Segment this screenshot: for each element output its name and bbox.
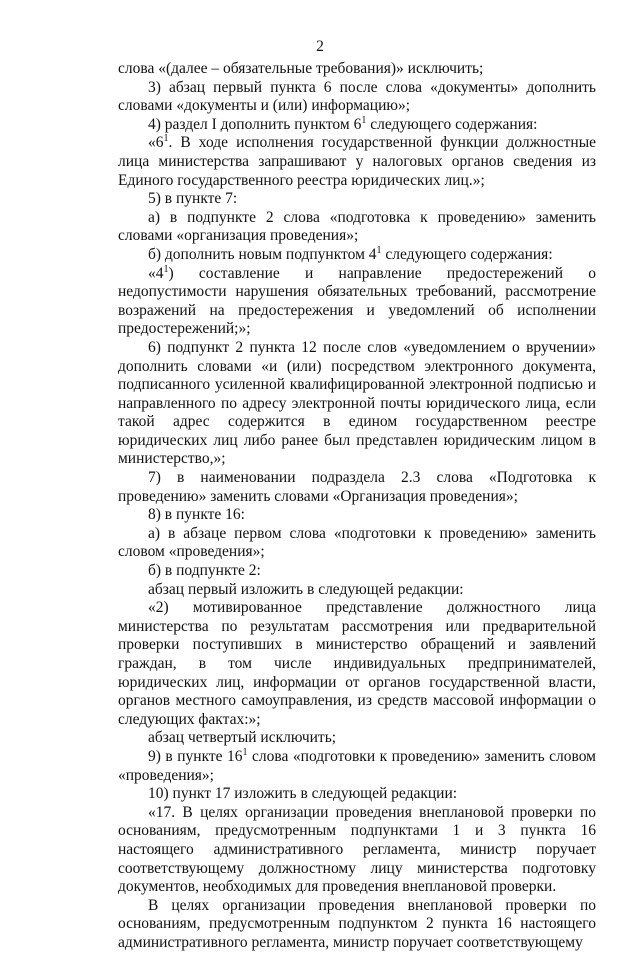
paragraph: 3) абзац первый пункта 6 после слова «документы» дополнить словами «документы и (или) информацию»; xyxy=(118,78,596,115)
paragraph: «$4^1$) составление и направление предостережений о недопустимости нарушения обязательных требований, рассмотрение возражений на предостережения и уведомлений об исполнении предостережений;»; xyxy=(118,263,596,338)
paragraph: 4) раздел I дополнить пунктом $6^1$ следующего содержания: xyxy=(148,114,538,133)
paragraph: б) в подпункте 2: xyxy=(148,562,261,580)
paragraph: «2) мотивированное представление должностного лица министерства по результатам рассмотрения или предварительной проверки поступивших в министерство обращений и заявлений граждан, в том числе индивидуальных предпринимателей, юридических лиц, информации от органов государственной власти, органов местного самоуправления, из средств массовой информации о следующих фактах:»; xyxy=(118,599,596,728)
paragraph: а) в абзаце первом слова «подготовки к проведению» заменить словом «проведения»; xyxy=(118,524,596,561)
paragraph: 10) пункт 17 изложить в следующей редакции: xyxy=(148,785,458,803)
paragraph: «17. В целях организации проведения внеплановой проверки по основаниям, предусмотренным подпунктами 1 и 3 пункта 16 настоящего административного регламента, министр поручает соответствующему должностному лицу министерства подготовку документов, необходимых для проведения внеплановой проверки. xyxy=(118,803,596,896)
paragraph: слова «(далее – обязательные требования)» исключить; xyxy=(118,60,484,77)
document-body xyxy=(118,60,596,953)
paragraph: 6) подпункт 2 пункта 12 после слов «уведомлением о вручении» дополнить словами «и (или) посредством электронного документа, подписанного усиленной квалифицированной электронной подписью и направленного по адресу электронной почты юридического лица, если такой адрес содержится в едином государственном реестре юридических лиц либо ранее был представлен юридическим лицом в министерство,»; xyxy=(118,338,596,468)
paragraph: а) в подпункте 2 слова «подготовка к проведению» заменить словами «организация проведения»; xyxy=(118,208,596,245)
paragraph: 5) в пункте 7: xyxy=(148,190,238,208)
paragraph: В целях организации проведения внеплановой проверки по основаниям, предусмотренным подпунктом 2 пункта 16 настоящего административного регламента, министр поручает соответствующему xyxy=(118,896,596,951)
paragraph: 7) в наименовании подраздела 2.3 слова «Подготовка к проведению» заменить словами «Организация проведения»; xyxy=(118,469,596,505)
page-number: 2 xyxy=(316,38,324,55)
paragraph: абзац четвертый исключить; xyxy=(148,729,337,747)
paragraph: абзац первый изложить в следующей редакции: xyxy=(148,580,464,598)
paragraph: б) дополнить новым подпунктом $4^1$ следующего содержания: xyxy=(148,244,553,263)
paragraph: 9) в пункте $16^1$ слова «подготовки к проведению» заменить словом «проведения»; xyxy=(118,746,596,784)
paragraph: «$6^1$. В ходе исполнения государственной функции должностные лица министерства запрашивают у налоговых органов сведения из Единого государственного реестра юридических лиц.»; xyxy=(118,133,596,189)
paragraph: 8) в пункте 16: xyxy=(148,506,245,524)
